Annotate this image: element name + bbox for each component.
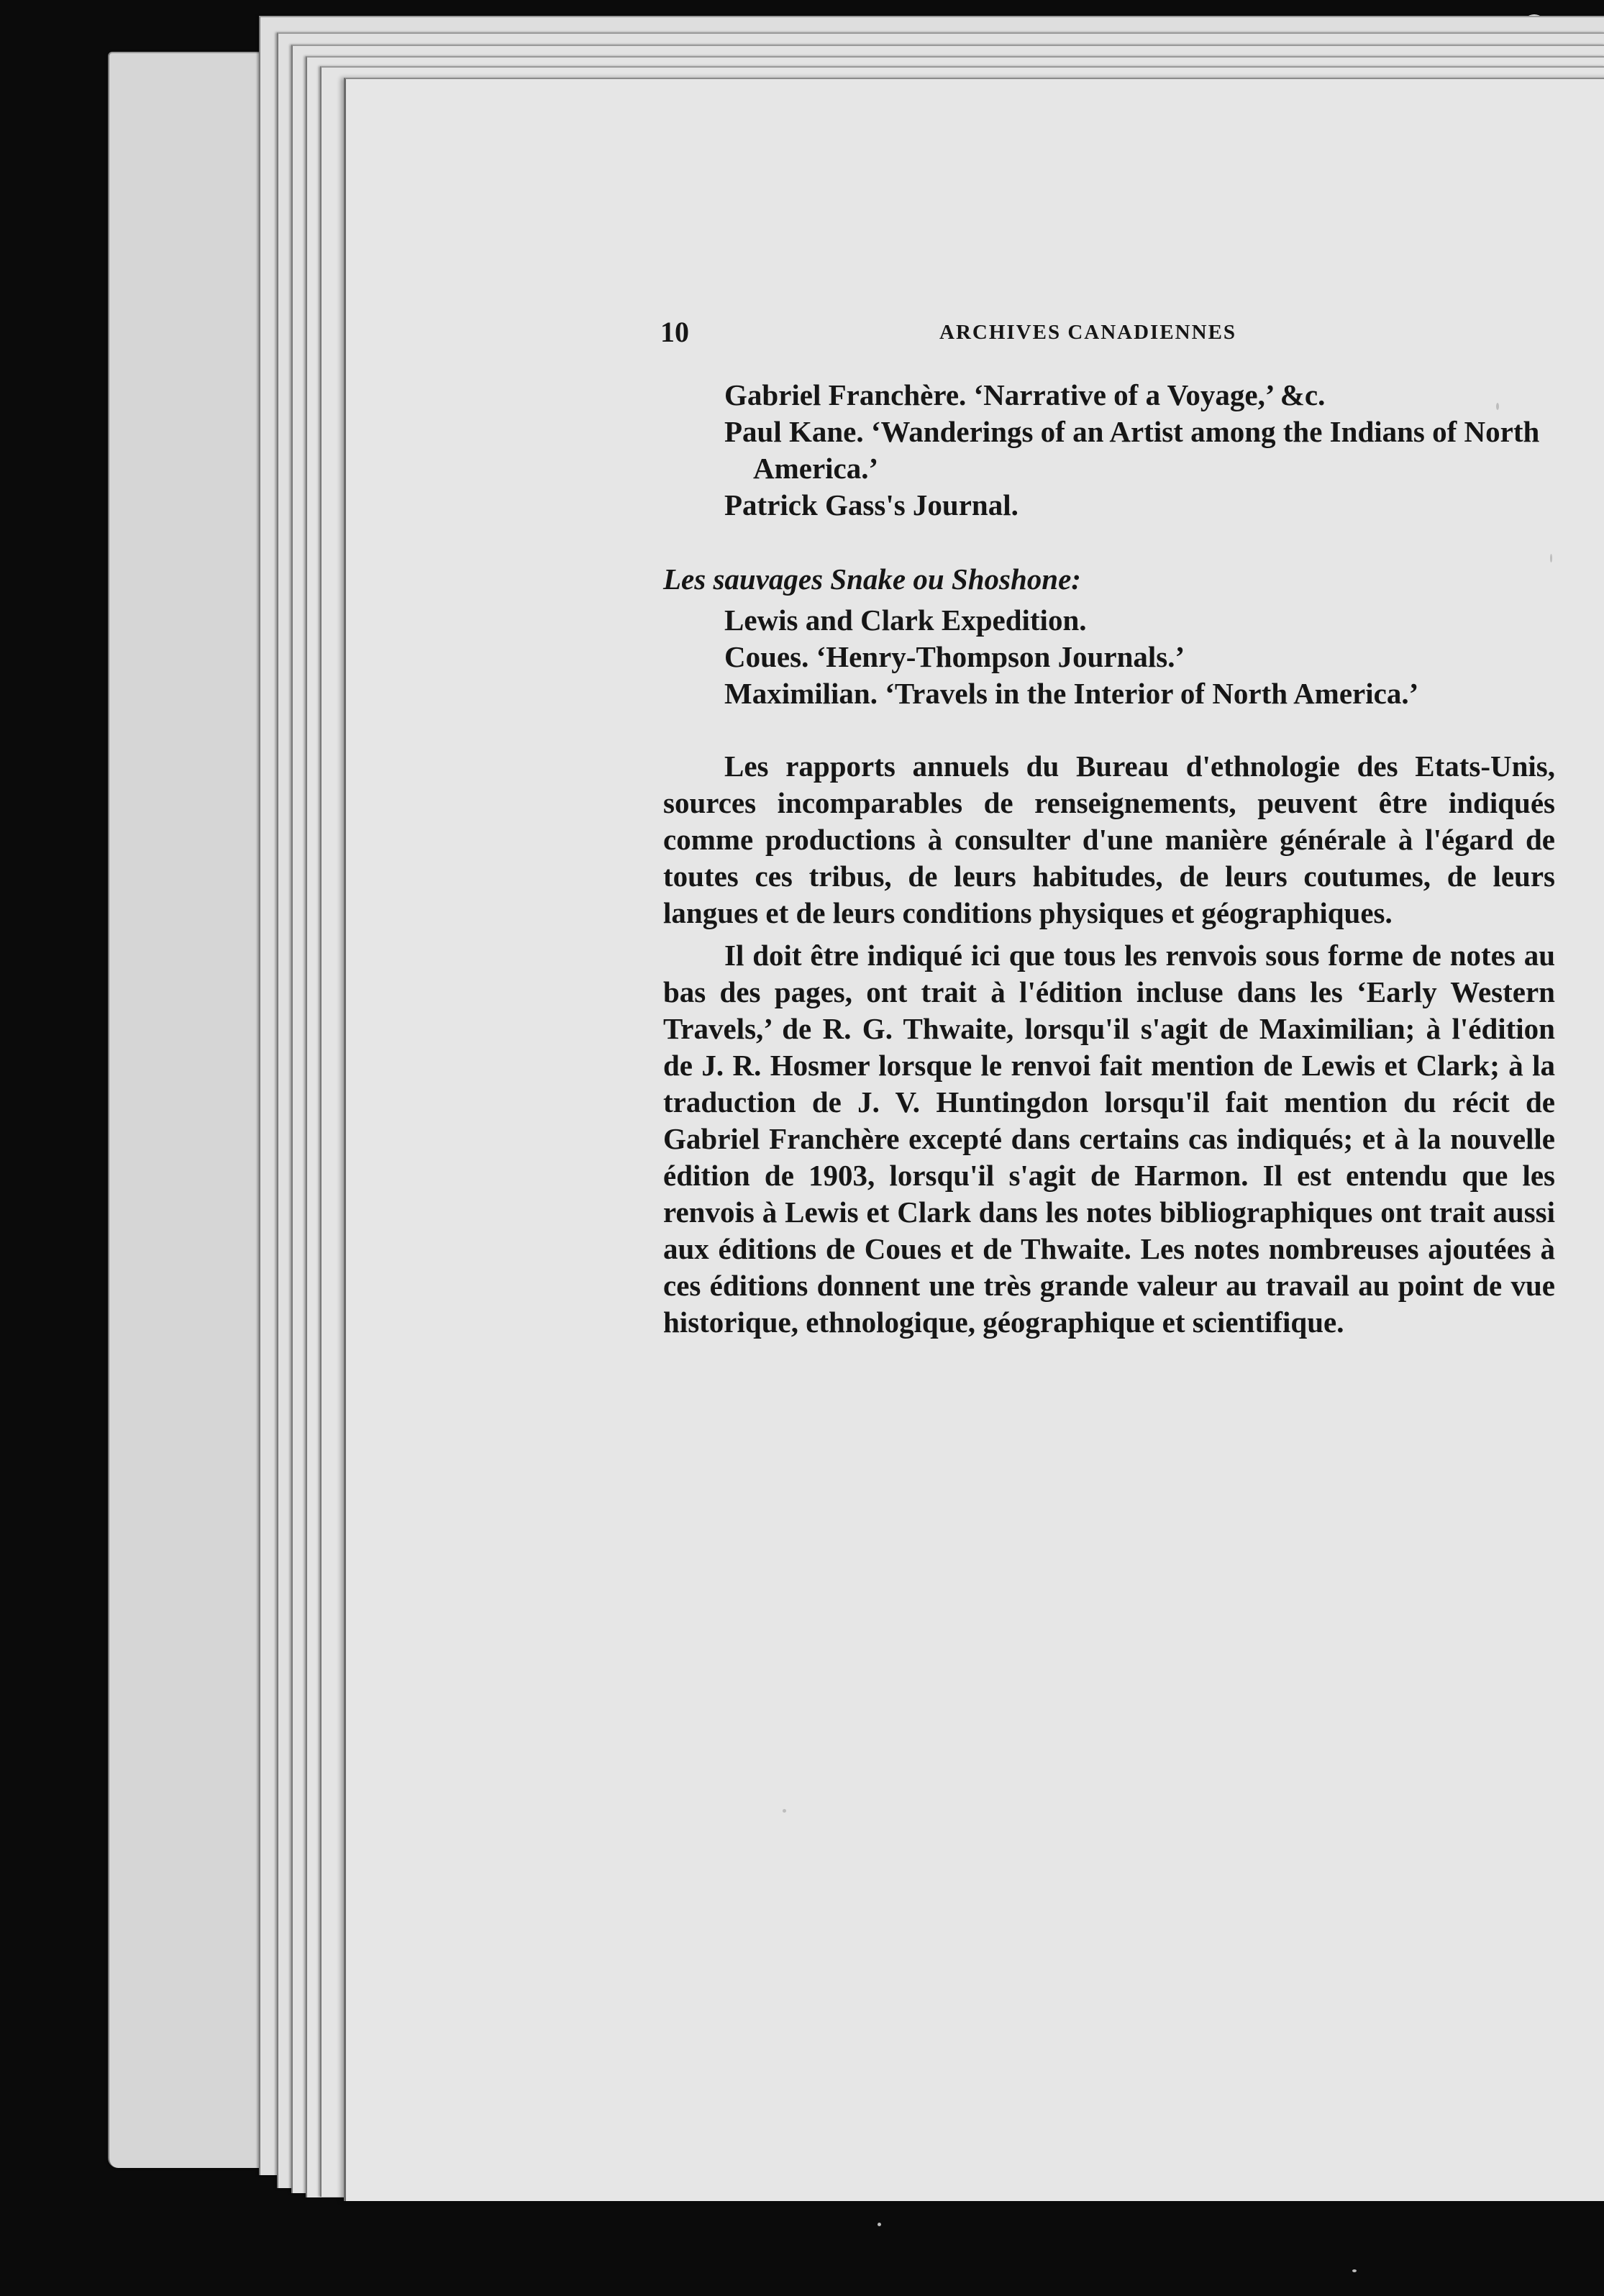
page-body [663, 377, 1555, 1341]
running-head: ARCHIVES CANADIENNES [939, 321, 1237, 344]
bibliography-entry: Lewis and Clark Expedition. [724, 603, 1087, 637]
bibliography-entry: Coues. ‘Henry-Thompson Journals.’ [724, 640, 1185, 673]
body-paragraph: Les rapports annuels du Bureau d'ethnologie des Etats-Unis, sources incomparables de renseignements, peuvent être indiqués comme productions à consulter d'une manière générale à l'égard de toutes ces tribus, de leurs habitudes, de leurs coutumes, de leurs langues et de leurs conditions physiques et géographiques. [663, 750, 1555, 929]
section-heading: Les sauvages Snake ou Shoshone: [663, 562, 1081, 596]
page-number: 10 [660, 316, 689, 348]
page-header [660, 315, 1556, 355]
bibliography-entry: Paul Kane. ‘Wanderings of an Artist among the Indians of North America.’ [724, 415, 1540, 485]
body-paragraph: Il doit être indiqué ici que tous les renvois sous forme de notes au bas des pages, ont trait à l'édition incluse dans les ‘Early Western Travels,’ de R. G. Thwaite, lorsqu'il s'agit de Maximilian; à l'édition de J. R. Hosmer lorsque le renvoi fait mention de Lewis et Clark; à la traduction de J. V. Huntingdon lorsqu'il fait mention du récit de Gabriel Franchère excepté dans certains cas indiqués; et à la nouvelle édition de 1903, lorsqu'il s'agit de Harmon. Il est entendu que les renvois à Lewis et Clark dans les notes bibliographiques ont trait aussi aux éditions de Coues et de Thwaite. Les notes nombreuses ajoutées à ces éditions donnent une très grande valeur au travail au point de vue historique, ethnologique, géographique et scientifique. [663, 939, 1555, 1339]
bibliography-entry: Patrick Gass's Journal. [724, 488, 1019, 521]
bibliography-entry: Gabriel Franchère. ‘Narrative of a Voyage,’ &c. [724, 378, 1326, 411]
bibliography-entry: Maximilian. ‘Travels in the Interior of North America.’ [724, 677, 1419, 710]
